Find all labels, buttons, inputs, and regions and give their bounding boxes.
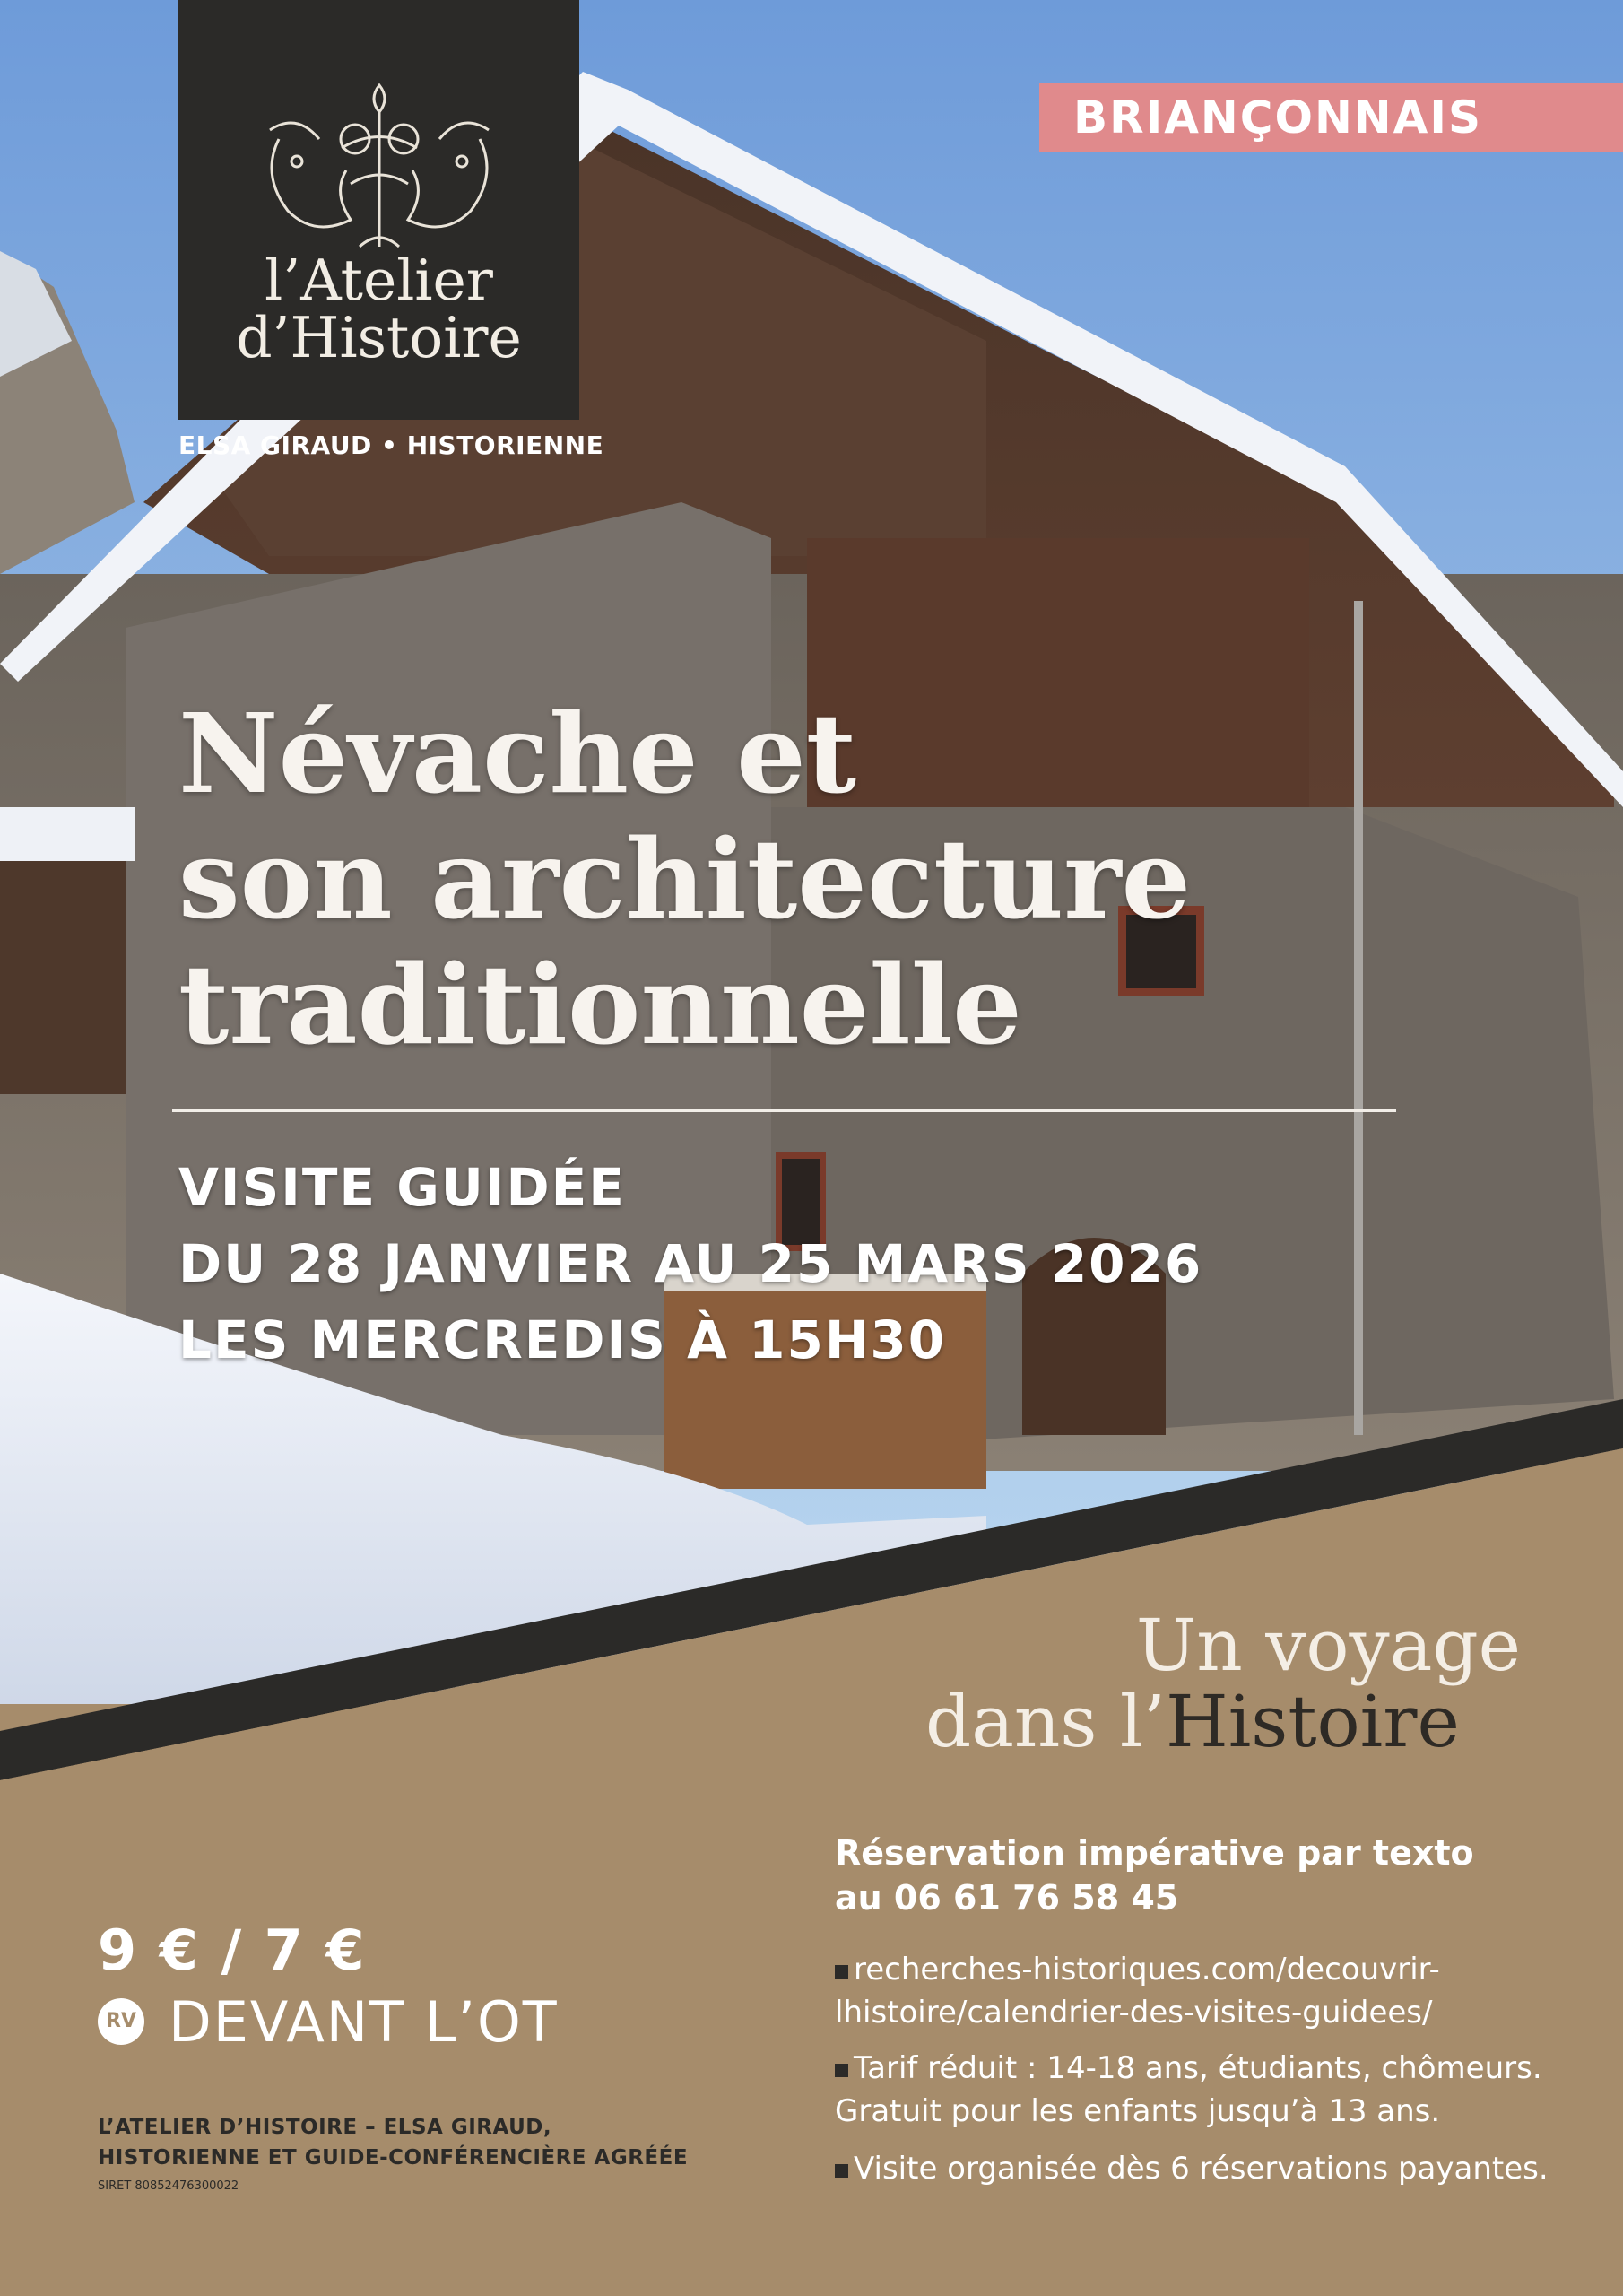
meeting-text: DEVANT L’OT: [169, 1989, 559, 2055]
logo-name-line1: l’Atelier: [265, 248, 493, 313]
footer-line2: HISTORIENNE ET GUIDE-CONFÉRENCIÈRE AGRÉÉE: [98, 2146, 689, 2170]
visit-dates: DU 28 JANVIER AU 25 MARS 2026: [178, 1233, 1203, 1294]
tagline-emphasis: Histoire: [1165, 1680, 1460, 1763]
bullet-square-icon: [835, 1965, 848, 1979]
logo-name-line2: d’Histoire: [236, 305, 522, 370]
title-line1: Névache et: [178, 689, 857, 818]
info-item-website: [835, 1948, 1570, 2034]
logo-box: [178, 0, 579, 420]
info-item-minimum: [835, 2147, 1570, 2190]
region-label: BRIANÇONNAIS: [1073, 91, 1482, 144]
region-badge: [1039, 83, 1623, 152]
visit-type: VISITE GUIDÉE: [178, 1157, 626, 1218]
bullet-square-icon: [835, 2164, 848, 2178]
price: 9 € / 7 €: [98, 1918, 367, 1983]
reduced-rate-text: Tarif réduit : 14-18 ans, étudiants, chômeurs. Gratuit pour les enfants jusqu’à 13 ans.: [835, 2050, 1542, 2129]
footer-line1: L’ATELIER D’HISTOIRE – ELSA GIRAUD,: [98, 2116, 552, 2139]
bullet-square-icon: [835, 2064, 848, 2077]
title-divider: [172, 1109, 1396, 1112]
heraldic-ornament-icon: [243, 76, 516, 256]
tagline-line2: [925, 1680, 1460, 1763]
website-link[interactable]: recherches-historiques.com/decouvrir-lhistoire/calendrier-des-visites-guidees/: [835, 1952, 1440, 2031]
tagline-prefix: dans l’: [925, 1680, 1166, 1763]
title-line3: traditionnelle: [178, 940, 1022, 1069]
tagline-line1: Un voyage: [1135, 1604, 1521, 1687]
minimum-bookings-text: Visite organisée dès 6 réservations payantes.: [854, 2151, 1549, 2187]
reservation-line1: Réservation impérative par texto: [835, 1833, 1474, 1873]
info-item-reduced-rate: [835, 2047, 1570, 2133]
rv-badge-icon: RV: [98, 1998, 144, 2045]
visit-schedule: LES MERCREDIS À 15H30: [178, 1309, 947, 1370]
footer-siret: SIRET 80852476300022: [98, 2179, 239, 2193]
author-credit: ELSA GIRAUD • HISTORIENNE: [178, 430, 604, 460]
reservation-phone: au 06 61 76 58 45: [835, 1878, 1179, 1918]
title-line2: son architecture: [178, 814, 1192, 944]
